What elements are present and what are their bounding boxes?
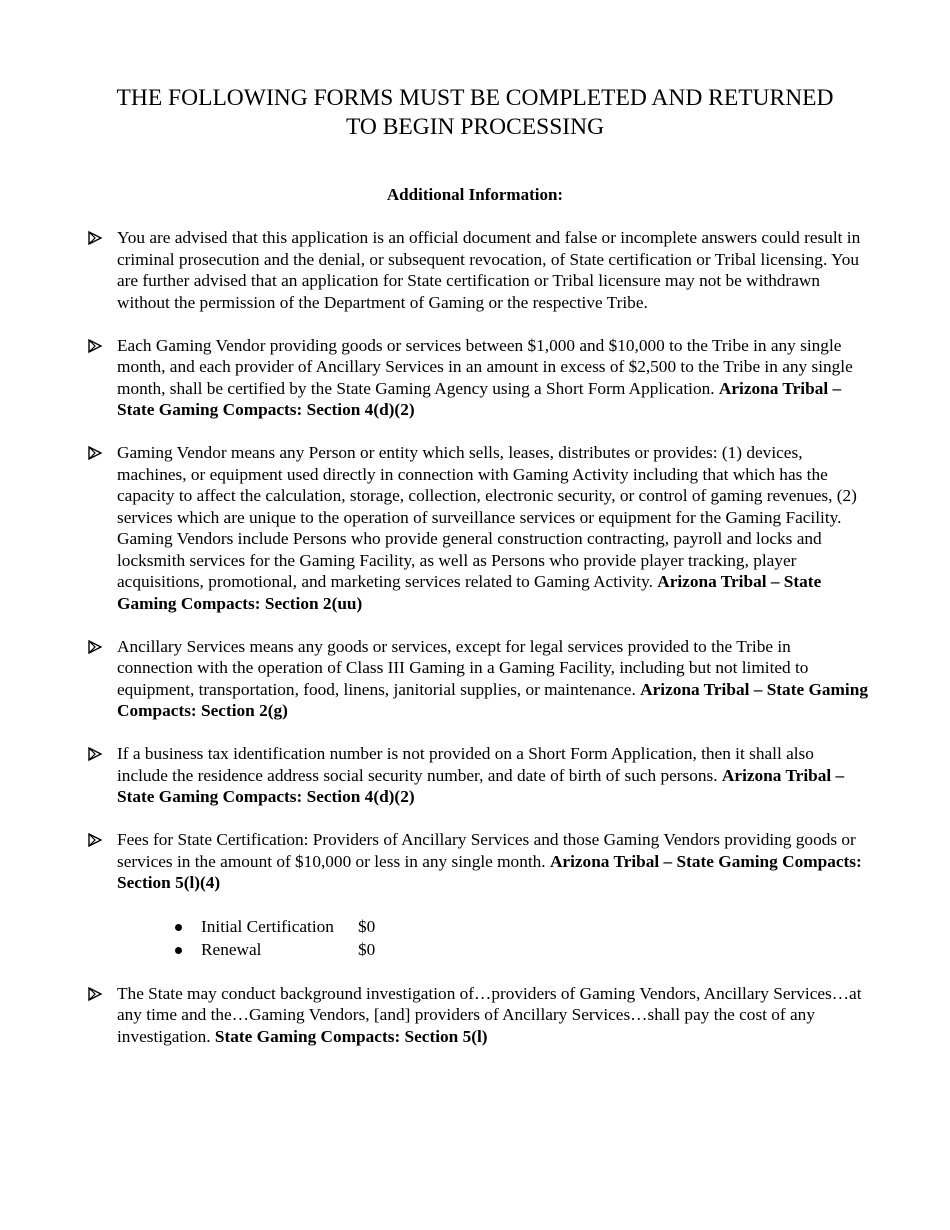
arrow-bullet-icon xyxy=(88,984,102,1004)
item-text: Ancillary Services means any goods or services, except for legal services provided to the Tribe in connection with the operation of Class III Gaming in a Gaming Facility, including but not limited to equipment, transportation, food, linens, janitorial supplies, or maintenance. xyxy=(117,636,809,699)
fee-amount: $0 xyxy=(358,917,376,936)
item-citation: Arizona Tribal – State Gaming Compacts: Section 5(l)(4) xyxy=(117,851,862,892)
information-list xyxy=(88,227,868,1069)
item-citation: Arizona Tribal – State Gaming Compacts: Section 4(d)(2) xyxy=(117,378,842,419)
arrow-bullet-icon xyxy=(88,443,102,463)
round-bullet-icon xyxy=(175,947,182,954)
page-title-line-1: THE FOLLOWING FORMS MUST BE COMPLETED AND RETURNED xyxy=(116,85,834,111)
arrow-bullet-icon xyxy=(88,637,102,657)
item-citation: State Gaming Compacts: Section 5(l) xyxy=(214,1026,488,1046)
page-title-line-2: TO BEGIN PROCESSING xyxy=(345,113,605,140)
arrow-bullet-icon xyxy=(88,336,102,356)
item-text: You are advised that this application is an official document and false or incomplete answers could result in criminal prosecution and the denial, or subsequent revocation, of State certification or Tribal licensing. You are further advised that an application for State certification or Tribal licensure may not be withdrawn without the permission of the Department of Gaming or the respective Tribe. xyxy=(117,228,861,312)
list-item-ancillary-services-definition xyxy=(88,636,868,722)
fee-list xyxy=(117,915,868,961)
fee-row-renewal xyxy=(172,938,868,961)
fee-row-initial-certification xyxy=(172,915,868,938)
arrow-bullet-icon xyxy=(88,744,102,764)
item-text: If a business tax identification number is not provided on a Short Form Application, then it shall also include the residence address social security number, and date of birth of such persons. xyxy=(117,744,814,785)
round-bullet-icon xyxy=(175,924,182,931)
section-heading: Additional Information: xyxy=(386,185,564,204)
arrow-bullet-icon xyxy=(88,228,102,248)
item-text: Each Gaming Vendor providing goods or services between $1,000 and $10,000 to the Tribe in any single month, and each provider of Ancillary Services in an amount in excess of $2,500 to the Tribe in any single month, shall be certified by the State Gaming Agency using a Short Form Application. xyxy=(117,335,853,398)
item-text: Fees for State Certification: Providers of Ancillary Services and those Gaming Vendors providing goods or services in the amount of $10,000 or less in any single month. xyxy=(117,830,856,871)
item-citation: Arizona Tribal – State Gaming Compacts: Section 2(g) xyxy=(117,679,868,720)
arrow-bullet-icon xyxy=(88,830,102,850)
page-title xyxy=(60,84,890,141)
item-text: The State may conduct background investigation of…providers of Gaming Vendors, Ancillary Services…at any time and the…Gaming Vendors, [and] providers of Ancillary Services…shall pay the cost of any investigation. xyxy=(117,983,862,1046)
list-item-vendor-certification xyxy=(88,335,868,421)
list-item-tax-id xyxy=(88,743,868,808)
list-item-gaming-vendor-definition xyxy=(88,442,868,614)
fee-label: Initial Certification xyxy=(201,917,334,936)
item-text: Gaming Vendor means any Person or entity which sells, leases, distributes or provides: (1) devices, machines, or equipment used directly in connection with Gaming Activity including that which has the capacity to affect the calculation, storage, collection, electronic security, or control of gaming revenues, (2) services which are unique to the operation of surveillance services or equipment for the Gaming Facility. Gaming Vendors include Persons who provide general construction contracting, payroll and locks and locksmith services for the Gaming Facility, as well as Persons who provide player tracking, player acquisitions, promotional, and marketing services related to Gaming Activity. xyxy=(117,443,857,591)
item-citation: Arizona Tribal – State Gaming Compacts: Section 4(d)(2) xyxy=(117,765,845,806)
fee-label: Renewal xyxy=(201,940,262,959)
list-item-application-warning xyxy=(88,227,868,313)
item-citation: Arizona Tribal – State Gaming Compacts: Section 2(uu) xyxy=(117,572,822,613)
fee-amount: $0 xyxy=(358,940,376,959)
list-item-certification-fees xyxy=(88,829,868,961)
list-item-background-investigation xyxy=(88,983,868,1048)
